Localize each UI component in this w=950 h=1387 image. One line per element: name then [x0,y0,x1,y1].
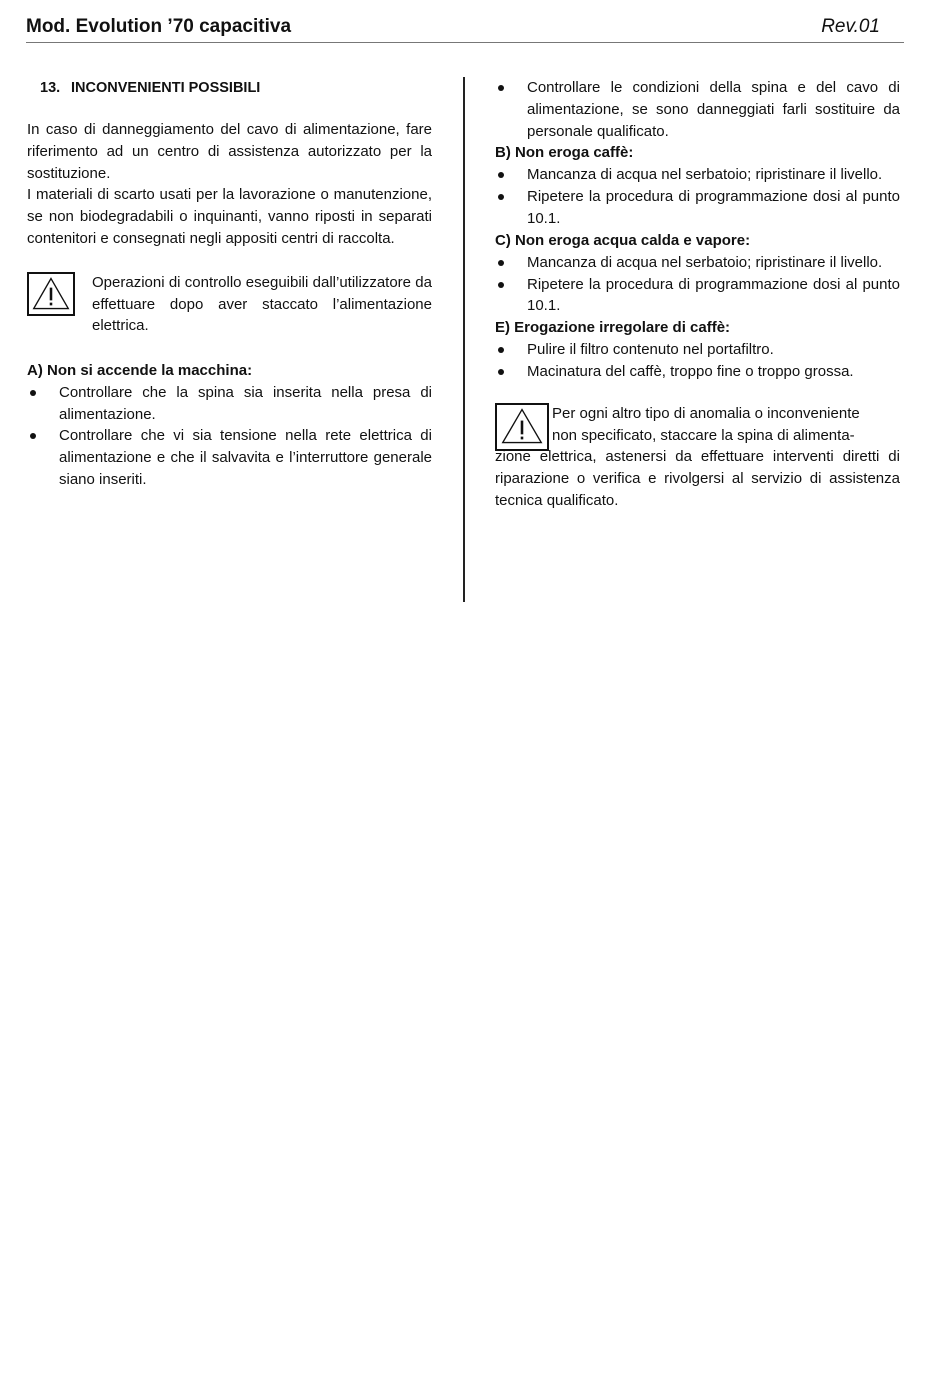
list-item: Controllare che la spina sia inserita nella presa di alimentazione. [27,382,432,426]
warning-box-2 [495,403,900,512]
problem-c-title: C) Non eroga acqua calda e vapore: [495,231,751,249]
warning-text-2-line-2: non specificato, staccare la spina di alimenta- [552,426,855,444]
bullet-icon [498,260,504,266]
right-column [495,77,900,512]
bullet-icon [498,369,504,375]
bullet-icon [30,390,36,396]
warning-triangle-icon [495,403,549,451]
section-title: INCONVENIENTI POSSIBILI [71,80,261,96]
problem-b-title: B) Non eroga caffè: [495,144,634,162]
warning-text-2-rest: zione elettrica, astenersi da effettuare interventi diretti di riparazione o verifica e rivolgersi al servizio di assistenza tecnica qualificato. [495,448,900,509]
document-title: Mod. Evolution ’70 capacitiva [26,16,292,37]
section-number: 13. [40,80,61,96]
revision-label: Rev.01 [821,16,880,37]
problem-a-list-continued [495,77,900,142]
problem-e-title: E) Erogazione irregolare di caffè: [495,319,731,337]
list-item: Controllare che vi sia tensione nella rete elettrica di alimentazione e che il salvavita e l’interruttore generale siano inseriti. [27,425,432,490]
waste-paragraph: I materiali di scarto usati per la lavorazione o manutenzione, se non biodegradabili o inquinanti, vanno riposti in separati contenitori e consegnati negli appositi centri di raccolta. [27,186,432,247]
list-item: Macinatura del caffè, troppo fine o troppo grossa. [495,361,900,383]
bullet-icon [498,282,504,288]
warning-text-1: Operazioni di controllo eseguibili dall’utilizzatore da effettuare dopo aver staccato l’alimentazione elettrica. [92,273,432,335]
problem-a-title: A) Non si accende la macchina: [27,361,253,379]
list-item: Controllare le condizioni della spina e del cavo di alimentazione, se sono danneggiati farli sostituire da personale qualificato. [495,77,900,142]
column-divider [463,77,465,602]
page-header [26,14,904,43]
list-item: Mancanza di acqua nel serbatoio; ripristinare il livello. [495,164,900,186]
warning-triangle-icon [27,272,75,316]
bullet-icon [498,347,504,353]
bullet-icon [498,172,504,178]
list-item: Ripetere la procedura di programmazione dosi al punto 10.1. [495,274,900,318]
left-column [27,77,432,491]
bullet-icon [498,194,504,200]
warning-text-2-line-1: Per ogni altro tipo di anomalia o inconveniente [552,404,860,422]
problem-c-list [495,252,900,317]
section-heading [40,77,432,99]
list-item: Mancanza di acqua nel serbatoio; ripristinare il livello. [495,252,900,274]
problem-b-list [495,164,900,229]
bullet-icon [498,85,504,91]
problem-e-list [495,339,900,383]
intro-paragraph: In caso di danneggiamento del cavo di alimentazione, fare riferimento ad un centro di assistenza autorizzato per la sostituzione. [27,121,432,182]
list-item: Ripetere la procedura di programmazione dosi al punto 10.1. [495,186,900,230]
problem-a-list [27,382,432,491]
warning-box-1 [27,272,432,338]
bullet-icon [30,433,36,439]
list-item: Pulire il filtro contenuto nel portafiltro. [495,339,900,361]
